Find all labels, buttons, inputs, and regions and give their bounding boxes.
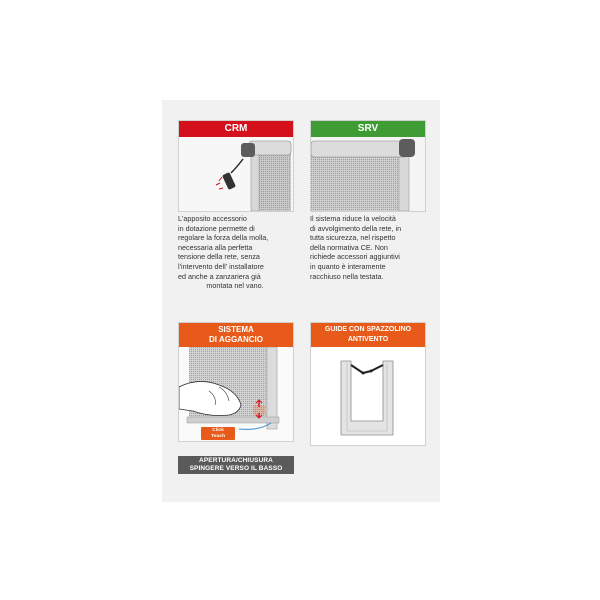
aggancio-header	[179, 323, 293, 347]
crm-text-line: montata nel vano.	[206, 281, 264, 291]
guide-illustration	[311, 347, 425, 445]
crm-title: CRM	[224, 123, 248, 134]
srv-text-line: in quanto è interamente	[310, 261, 386, 271]
crm-text-line: L'apposito accessorio	[178, 214, 247, 223]
srv-text-line: racchiuso nella testata.	[310, 271, 384, 281]
click-touch-badge	[201, 428, 235, 441]
crm-text-line: ed anche a zanzariera già	[178, 271, 261, 281]
guide-header	[311, 323, 425, 347]
caption-line: SPINGERE VERSO IL BASSO	[189, 465, 283, 472]
srv-panel	[310, 120, 426, 212]
srv-title: SRV	[357, 123, 379, 134]
aggancio-title-line: SISTEMA	[218, 325, 254, 334]
guide-title-line: ANTIVENTO	[347, 336, 389, 343]
srv-text-line: richiede accessori aggiuntivi	[310, 252, 400, 262]
crm-text-line: in dotazione permette di	[178, 223, 255, 233]
srv-text-line: Il sistema riduce la velocità	[310, 214, 396, 223]
srv-description	[310, 214, 424, 281]
crm-illustration	[179, 137, 293, 211]
crm-text-line: necessaria alla perfetta	[178, 242, 253, 252]
guide-title-line: GUIDE CON SPAZZOLINO	[324, 326, 412, 333]
caption-line: APERTURA/CHIUSURA	[199, 457, 273, 464]
product-sheet	[162, 100, 440, 502]
srv-header	[311, 121, 425, 137]
srv-text-line: della normativa CE. Non	[310, 242, 388, 252]
guide-panel	[310, 322, 426, 446]
aggancio-title-line: DI AGGANCIO	[209, 335, 263, 344]
srv-illustration	[311, 137, 425, 211]
srv-text-line: tutta sicurezza, nel rispetto	[310, 233, 396, 243]
crm-header	[179, 121, 293, 137]
crm-text-line: tensione della rete, senza	[178, 252, 260, 262]
aggancio-panel	[178, 322, 294, 442]
srv-text-line: di avvolgimento della rete, in	[310, 223, 402, 233]
crm-description	[178, 214, 292, 291]
crm-text-line: l'intervento dell' installatore	[178, 261, 264, 271]
aggancio-illustration	[179, 347, 293, 441]
badge-line: Touch	[210, 434, 226, 439]
crm-panel	[178, 120, 294, 212]
crm-text-line: regolare la forza della molla,	[178, 233, 269, 243]
badge-line: Click	[212, 428, 224, 433]
aggancio-caption	[178, 456, 294, 474]
